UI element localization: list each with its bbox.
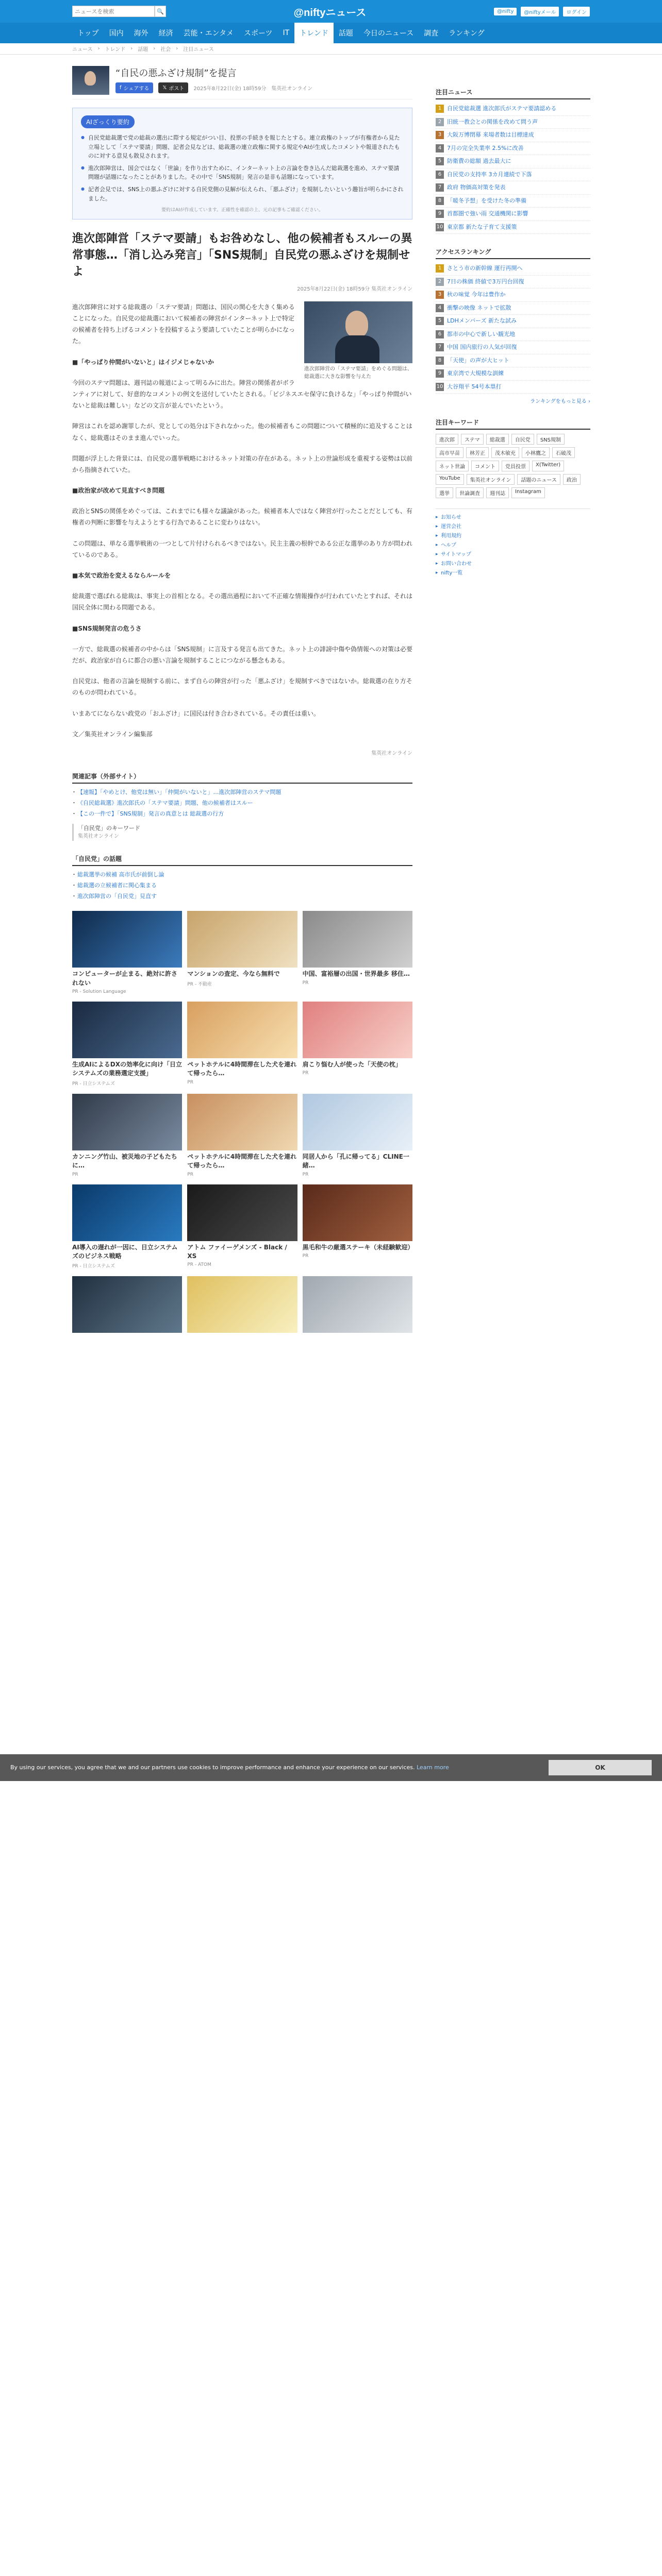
sidebar-link[interactable]: ▸ 利用規約	[436, 532, 590, 541]
ad-image[interactable]	[187, 911, 297, 968]
ranking-item-label: 政府 物価高対策を発表	[447, 184, 506, 191]
ad-image[interactable]	[187, 1184, 297, 1241]
nav-item[interactable]: ランキング	[449, 29, 485, 38]
topic-link[interactable]: ・ 総裁選の立候補者に関心集まる	[72, 881, 412, 890]
related-list	[72, 788, 412, 818]
related-heading: 関連記事（外部サイト）	[72, 772, 412, 784]
keyword-tag[interactable]: 世論調査	[456, 487, 484, 498]
ranking-item-label: 旧統一教会との関係を改めて問う声	[447, 118, 538, 125]
nav-item[interactable]: スポーツ	[244, 29, 273, 38]
sidebar-link[interactable]: ▸ ヘルプ	[436, 541, 590, 550]
ad-card[interactable]	[303, 1276, 412, 1333]
ranking-item[interactable]	[436, 354, 590, 368]
ad-image[interactable]	[72, 1002, 182, 1058]
ranking-item[interactable]	[436, 328, 590, 342]
related-link[interactable]: ・ 《自民総裁選》進次郎氏の「ステマ要請」問題、他の候補者はスルー	[72, 799, 412, 807]
ranking-item-label: 東京都 新たな子育て支援策	[447, 223, 517, 230]
ranking-item[interactable]	[436, 208, 590, 221]
keyword-tag[interactable]: 集英社オンライン	[467, 474, 515, 485]
keyword-tag[interactable]: 党員投票	[502, 461, 529, 471]
ad-card[interactable]	[72, 1002, 182, 1087]
ranking-item-label: 防衛費の総額 過去最大に	[447, 158, 511, 164]
article-paragraph: いまあてにならない政党の「おふざけ」に国民は付き合わされている。その責任は重い。	[72, 709, 320, 717]
article-paragraph: 問題が浮上した背景には、自民党の選挙戦略におけるネット対策の存在がある。ネット上の世論形成を重視する姿勢は以前から指摘されていた。	[72, 454, 413, 473]
ad-title[interactable]: カンニング竹山、被災地の子どもたちに…	[72, 1153, 177, 1170]
keyword-tag[interactable]: 自民党	[511, 434, 534, 445]
keyword-tag[interactable]: 進次郎	[436, 434, 458, 445]
ad-source: PR	[72, 1172, 78, 1177]
ad-source: PR	[187, 1079, 194, 1085]
rank-number: 4	[436, 304, 444, 312]
nav-item[interactable]: 芸能・エンタメ	[183, 29, 234, 38]
rank-number: 9	[436, 369, 444, 378]
nav-item[interactable]: 海外	[134, 29, 148, 38]
search-icon: 🔍	[157, 8, 164, 15]
article-paragraph: 総裁選で選ばれる総裁は、事実上の首相となる。その選出過程において不正確な情報操作が行われていたとすれば、それは国民全体に関わる問題である。	[72, 592, 413, 612]
rank-number: 7	[436, 183, 444, 192]
breadcrumb-item[interactable]: 社会	[160, 47, 171, 53]
ad-title[interactable]: 同居人から「孔に帰ってる」CLINE一緒…	[302, 1153, 409, 1170]
ad-card[interactable]	[72, 1184, 182, 1269]
search-box	[72, 6, 166, 17]
ranking-item[interactable]	[436, 367, 590, 381]
article-subheading: ■本気で政治を変えるならルールを	[72, 572, 171, 580]
ad-image[interactable]	[187, 1094, 297, 1150]
ad-source: PR - ATOM	[187, 1262, 211, 1268]
ad-source: PR	[302, 1071, 309, 1076]
keyword-tag[interactable]: X(Twitter)	[532, 461, 564, 471]
site-logo[interactable]: @niftyニュース	[293, 7, 367, 19]
article-paragraph: 進次郎陣営に対する総裁選の「ステマ要請」問題は、国民の関心を大きく集めることになった。自民党の総裁選において候補者の陣営がインターネット上で特定の候補者を持ち上げるコメントを投稿するよう要請していたことが明らかになった。	[72, 303, 295, 345]
ranking-item-label: 中国 国内旅行の人気が回復	[447, 344, 517, 350]
top-bar	[0, 0, 662, 23]
ad-image[interactable]	[72, 1276, 182, 1333]
ad-title[interactable]: マンションの査定、今なら無料で	[187, 970, 280, 978]
article-paragraph: 一方で、総裁選の候補者の中からは「SNS規制」に言及する発言も出てきた。ネット上の誹謗中傷や偽情報への対策は必要だが、政治家が自らに都合の悪い言論を規制することにつながる懸念もある。	[72, 645, 412, 664]
keyword-tag[interactable]: SNS規制	[537, 434, 565, 445]
ranking-item-label: 東京湾で大規模な訓練	[447, 370, 504, 377]
sidebar-links	[436, 509, 590, 578]
ranking-item[interactable]	[436, 142, 590, 156]
keyword-tag[interactable]: ステマ	[461, 434, 484, 445]
ai-summary-list	[81, 133, 404, 203]
ad-image[interactable]	[72, 1094, 182, 1150]
ad-image[interactable]	[187, 1002, 297, 1058]
keywords-heading: 注目キーワード	[436, 418, 590, 430]
nav-item[interactable]: トップ	[77, 29, 99, 38]
pickup-source[interactable]: 集英社オンライン	[271, 86, 313, 92]
ad-card[interactable]	[72, 1276, 182, 1333]
nifty-mail-link[interactable]: @niftyメール	[521, 7, 559, 16]
article-subheading: ■政治家が改めて見直すべき問題	[72, 487, 165, 495]
ranking-item[interactable]	[436, 221, 590, 234]
keyword-tag[interactable]: YouTube	[436, 474, 464, 485]
keyword-tag[interactable]: 石破茂	[552, 447, 575, 458]
article-paragraph: この問題は、単なる選挙戦術の一つとして片付けられるべきではない。民主主義の根幹である公正な選挙のあり方が問われているのである。	[72, 539, 413, 558]
ad-title[interactable]: アトム ファイーゲメンズ - Black / XS	[187, 1243, 287, 1260]
nav-item[interactable]: IT	[283, 29, 290, 37]
article-paragraph: 政治とSNSの関係をめぐっては、これまでにも様々な議論があった。候補者本人ではなく陣営が行ったことだとしても、有権者の判断に影響を与えようとする行為であることに変わりはない。	[72, 507, 412, 527]
article-byline: 文／集英社オンライン編集部	[72, 730, 153, 738]
ad-image[interactable]	[303, 1094, 412, 1150]
nifty-link[interactable]: @nifty	[494, 8, 517, 15]
topic-list	[72, 870, 412, 901]
breadcrumb-item[interactable]: 話題	[138, 47, 148, 53]
ad-card[interactable]	[187, 1002, 297, 1087]
article-subheading: ■「やっぱり仲間がいないと」はイジメじゃないか	[72, 358, 214, 366]
keyword-tag[interactable]: 総裁選	[486, 434, 509, 445]
sidebar-link[interactable]: ▸ nifty一覧	[436, 569, 590, 578]
ad-title[interactable]: ペットホテルに4時間滞在した犬を連れて帰ったら…	[187, 1061, 297, 1077]
keyword-tag[interactable]: コメント	[471, 461, 499, 471]
ad-source: PR - 日立システムズ	[72, 1081, 115, 1087]
ranking-heading: 注目ニュース	[436, 88, 590, 99]
top-links	[494, 7, 590, 16]
ranking-item[interactable]	[436, 129, 590, 142]
article-figure	[304, 301, 412, 381]
ad-image[interactable]	[303, 1002, 412, 1058]
nav-item[interactable]: トレンド	[294, 23, 334, 43]
rank-number: 2	[436, 118, 444, 126]
nav-item[interactable]: 調査	[424, 29, 439, 38]
nav-item[interactable]: 経済	[158, 29, 173, 38]
ad-card[interactable]	[187, 1184, 297, 1269]
article-source-line[interactable]: 集英社オンライン	[371, 750, 412, 756]
article-paragraph: 今回のステマ問題は、週刊誌の報道によって明るみに出た。陣営の関係者がボランティアに対して、好意的なコメントの例文を送付していたとされる。「ビジネスエセ保守に負けるな」「やっぱり仲間がいないと総裁は難しい」などの文言が並んでいたという。	[72, 379, 412, 410]
login-link[interactable]: ログイン	[563, 7, 590, 16]
keyword-tag[interactable]: 話題のニュース	[517, 474, 560, 485]
breadcrumb: ニュース › トレンド › 話題 › 社会 › 注目ニュース	[0, 43, 662, 55]
keyword-quote	[72, 824, 412, 841]
ad-image[interactable]	[72, 1184, 182, 1241]
ad-source: PR	[187, 1172, 194, 1177]
ad-card[interactable]	[187, 911, 297, 994]
figure-caption: 進次郎陣営の「ステマ要請」をめぐる問題は、総裁選に大きな影響を与えた	[304, 366, 412, 380]
sidebar-link[interactable]: ▸ お問い合わせ	[436, 560, 590, 569]
main-nav	[0, 23, 662, 43]
ad-image[interactable]	[303, 1184, 412, 1241]
breadcrumb-item[interactable]: ニュース	[72, 47, 93, 53]
ad-card[interactable]	[72, 1094, 182, 1177]
ranking-item-label: さとう市の新幹線 運行再開へ	[447, 265, 523, 272]
article-subheading: ■SNS規制発言の危うさ	[72, 624, 142, 632]
rank-number: 2	[436, 278, 444, 286]
article-photo[interactable]	[304, 301, 412, 363]
ad-image[interactable]	[187, 1276, 297, 1333]
search-input[interactable]	[72, 6, 155, 17]
quote-source: 集英社オンライン	[78, 834, 119, 840]
ranking-item-label: 首都圏で強い雨 交通機関に影響	[447, 210, 528, 217]
ad-image[interactable]	[303, 1276, 412, 1333]
keyword-tag[interactable]: 選挙	[436, 487, 453, 498]
rank-number: 9	[436, 210, 444, 218]
ad-source: PR - Solution Language	[72, 989, 126, 995]
topic-link[interactable]: ・ 総裁選挙の候補 高市氏が前倒し論	[72, 870, 412, 879]
ranking-list	[436, 103, 590, 234]
keyword-tag[interactable]: 高市早苗	[436, 447, 464, 458]
rank-number: 10	[436, 383, 444, 391]
ad-title[interactable]: コンピューターが止まる、絶対に許されない	[72, 970, 178, 987]
ad-card[interactable]	[187, 1094, 297, 1177]
rank-number: 3	[436, 291, 444, 299]
ad-source: PR	[302, 1172, 309, 1177]
rank-number: 6	[436, 330, 444, 338]
rank-number: 7	[436, 343, 444, 351]
sidebar	[436, 88, 590, 578]
cookie-ok-button[interactable]: OK	[549, 1760, 652, 1775]
ranking-item-label: 衝撃の映像 ネットで拡散	[447, 304, 511, 311]
ad-card[interactable]	[303, 911, 412, 994]
ranking-item[interactable]	[436, 381, 590, 394]
rank-number: 10	[436, 223, 444, 231]
nav-item[interactable]: 話題	[338, 29, 353, 38]
ad-title[interactable]: 肩こり悩む人が使った「天使の枕」	[302, 1061, 402, 1069]
ad-card[interactable]	[72, 911, 182, 994]
ranking-item-label: 「天使」の声が大ヒット	[447, 357, 509, 364]
topic-heading: 「自民党」の話題	[72, 854, 412, 866]
keyword-tag[interactable]: 小林鷹之	[522, 447, 550, 458]
article-body	[72, 301, 412, 759]
cookie-text: By using our services, you agree that we and our partners use cookies to improve performance and enhance your experience on our services. Learn more	[10, 1764, 449, 1771]
ranking-item[interactable]	[436, 155, 590, 168]
rank-number: 5	[436, 157, 444, 165]
access-more-link[interactable]: ランキングをもっと見る ›	[530, 399, 590, 404]
ad-image[interactable]	[72, 911, 182, 968]
ad-source: PR	[302, 980, 309, 986]
article-headline: 進次郎陣営「ステマ要請」もお咎めなし、他の候補者もスルーの異常事態…「消し込み発言」「SNS規制」自民党の悪ふざけを規制せよ	[72, 232, 412, 278]
ad-source: PR - 日立システムズ	[72, 1264, 115, 1269]
breadcrumb-item[interactable]: トレンド	[105, 47, 126, 53]
ranking-item-label: 「暖冬予想」を受けた冬の準備	[447, 197, 526, 204]
ad-title[interactable]: 生成AIによるDXの効率化に向け「日立システムズの業務選定支援」	[72, 1061, 182, 1077]
article-date: 2025年8月22日(金) 18時59分	[297, 286, 370, 292]
nav-item[interactable]: 今日のニュース	[363, 29, 414, 38]
ad-title[interactable]: 中国、富裕層の出国・世界最多 移住…	[302, 970, 410, 978]
ad-source: PR	[302, 1253, 309, 1259]
keyword-tag[interactable]: 政治	[563, 474, 581, 485]
ai-summary-box	[72, 108, 412, 219]
ai-summary-point: ● 記者会見では、SNS上の悪ふざけに対する自民党側の見解が伝えられ、「悪ふざけ」を規制したいという趣旨が明らかにされました。	[81, 185, 404, 203]
keyword-tag[interactable]: 茂木敏充	[491, 447, 519, 458]
ranking-item[interactable]	[436, 168, 590, 182]
ranking-item[interactable]	[436, 315, 590, 328]
sidebar-link[interactable]: ▸ 運営会社	[436, 522, 590, 532]
ad-title[interactable]: ペットホテルに4時間滞在した犬を連れて帰ったら…	[187, 1153, 297, 1170]
sidebar-link[interactable]: ▸ サイトマップ	[436, 550, 590, 560]
pickup-thumbnail[interactable]	[72, 66, 109, 95]
topic-link[interactable]: ・ 進次郎陣営の「自民党」見直す	[72, 892, 412, 901]
ai-summary-point: ● 自民党総裁選で党の総裁の選出に際する規定がつい目、投票の手続きを報じたとする。連立政権のトップが有権者から見た立場として「ステマ要請」問題、記者会見などは、総裁選の連立政権に関する規定やAIが生成したコメントや報道されたものに対する意見も散見されます。	[81, 133, 404, 161]
rank-number: 8	[436, 357, 444, 365]
ranking-item[interactable]	[436, 289, 590, 302]
keyword-tag[interactable]: 週刊誌	[486, 487, 509, 498]
ad-card[interactable]	[303, 1184, 412, 1269]
ad-image[interactable]	[303, 911, 412, 968]
ad-card[interactable]	[187, 1276, 297, 1333]
article-paragraph: 自民党は、他者の言論を規制する前に、まず自らの陣営が行った「悪ふざけ」を規制すべきではないか。総裁選の在り方そのものが問われている。	[72, 677, 412, 697]
access-list	[436, 262, 590, 394]
rank-number: 1	[436, 264, 444, 273]
ranking-item[interactable]	[436, 262, 590, 276]
cookie-banner	[0, 1754, 662, 1781]
ad-title[interactable]: 黒毛和牛の厳選ステーキ（未経験歓迎）	[302, 1243, 414, 1251]
ai-summary-note: 要約はAIが作成しています。正確性を確認の上、元の記事もご確認ください。	[161, 208, 324, 213]
share-icon: f	[120, 85, 122, 91]
ai-summary-point: ● 進次郎陣営は、国会ではなく「世論」を作り出すために、インターネット上の言論を巻き込んだ総裁選を進め、ステマ要請問題が話題になったことがありました。その中で「SNS規制」発言の是非も話題になっています。	[81, 164, 404, 182]
ranking-item[interactable]	[436, 195, 590, 208]
ranking-item-label: 大阪万博閉幕 来場者数は目標達成	[447, 131, 534, 138]
rank-number: 8	[436, 197, 444, 205]
breadcrumb-item: 注目ニュース	[183, 47, 214, 53]
rank-number: 6	[436, 171, 444, 179]
main-column	[72, 62, 412, 1333]
rank-number: 5	[436, 317, 444, 325]
keyword-list	[436, 434, 590, 498]
ad-card[interactable]	[303, 1094, 412, 1177]
quote-text[interactable]: 「自民党」のキーワード	[78, 824, 140, 832]
rank-number: 1	[436, 105, 444, 113]
pickup-header	[72, 62, 412, 99]
sidebar-link[interactable]: ▸ お知らせ	[436, 513, 590, 522]
article-paragraph: 陣営はこれを認め謝罪したが、党としての処分は下されなかった。他の候補者もこの問題について積極的に追及することはなく、総裁選はそのまま進んでいった。	[72, 422, 412, 442]
ranking-item-label: 自民党の支持率 3カ月連続で下落	[447, 171, 532, 178]
ranking-item-label: 7日の株価 終値で3万円台回復	[447, 278, 524, 285]
ranking-item[interactable]	[436, 302, 590, 315]
ranking-item-label: 大谷翔平 54号本塁打	[447, 383, 502, 390]
nav-item[interactable]: 国内	[109, 29, 124, 38]
ad-source: PR - 不動産	[187, 981, 212, 987]
ranking-item-label: 自民党総裁選 進次郎氏がステマ要請認める	[447, 105, 557, 112]
post-button[interactable]: 𝕏 ポスト	[158, 82, 188, 93]
share-button[interactable]: f シェアする	[115, 82, 153, 93]
cookie-learn-more-link[interactable]: Learn more	[417, 1764, 449, 1771]
ad-title[interactable]: AI導入の遅れが一因に、日立システムズのビジネス戦略	[72, 1243, 178, 1260]
article-meta	[72, 284, 412, 292]
access-heading: アクセスランキング	[436, 247, 590, 259]
ranking-item[interactable]	[436, 103, 590, 116]
related-link[interactable]: ・ 【速報】「やめとけ、他党は無い」「仲間がいないと」…進次郎陣営のステマ問題	[72, 788, 412, 796]
keyword-tag[interactable]: Instagram	[511, 487, 545, 498]
article-source[interactable]: 集英社オンライン	[371, 286, 412, 292]
ranking-item[interactable]	[436, 181, 590, 195]
ranking-item-label: LDHメンバーズ 新たな試み	[447, 317, 517, 324]
pickup-title[interactable]: “自民の悪ふざけ規制”を提言	[115, 68, 237, 79]
ranking-item[interactable]	[436, 116, 590, 129]
keyword-tag[interactable]: ネット世論	[436, 461, 469, 471]
pickup-date: 2025年8月22日(金) 18時59分	[193, 86, 267, 92]
ranking-item-label: 都市の中心で新しい観光地	[447, 330, 515, 337]
ad-card[interactable]	[303, 1002, 412, 1087]
ranking-item[interactable]	[436, 341, 590, 354]
ad-grid	[72, 911, 412, 1333]
rank-number: 3	[436, 131, 444, 139]
search-button[interactable]	[155, 6, 166, 17]
ranking-item-label: 7月の完全失業率 2.5%に改善	[447, 144, 524, 151]
x-icon: 𝕏	[162, 85, 167, 91]
rank-number: 4	[436, 144, 444, 152]
ranking-item[interactable]	[436, 276, 590, 289]
ranking-item-label: 秋の味覚 今年は豊作か	[447, 291, 506, 298]
keyword-tag[interactable]: 林芳正	[466, 447, 489, 458]
ai-summary-heading: AIざっくり要約	[81, 115, 135, 128]
related-link[interactable]: ・ 【この一件で】「SNS規制」発言の真意とは 総裁選の行方	[72, 809, 412, 818]
